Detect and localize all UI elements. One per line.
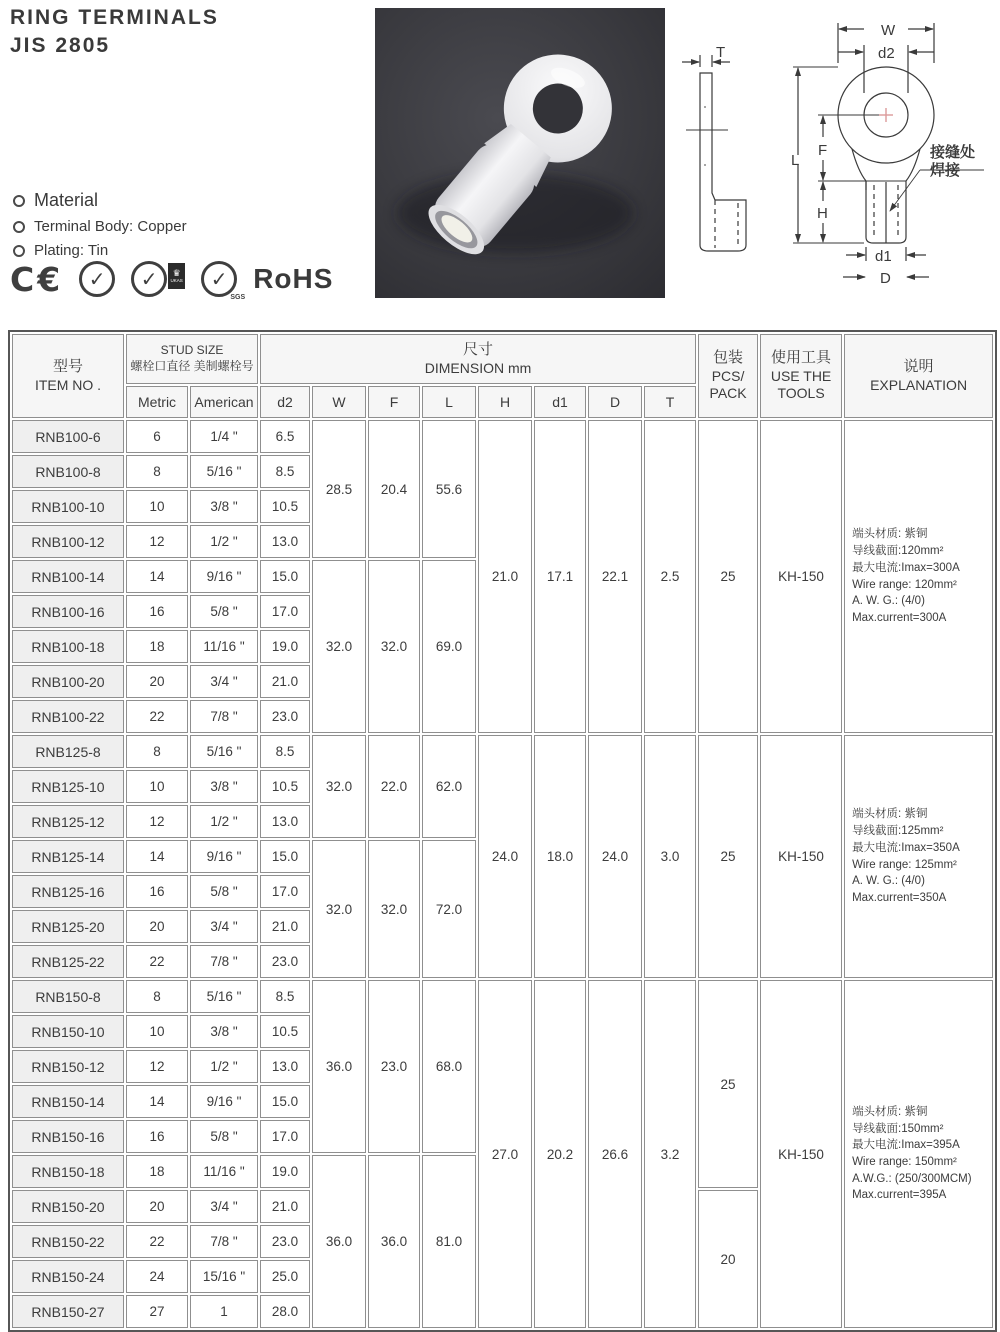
t-cell: 3.2 bbox=[644, 980, 696, 1328]
rohs-mark: RoHS bbox=[253, 263, 334, 294]
explanation-line: Max.current=395A bbox=[852, 1189, 947, 1202]
american-cell: 9/16 " bbox=[190, 840, 258, 873]
header-pack-zh: 包装 bbox=[713, 349, 744, 367]
d2-cell: 19.0 bbox=[260, 1155, 310, 1188]
iso-badge-icon: ✓ bbox=[131, 261, 167, 297]
d1-cell: 18.0 bbox=[534, 735, 586, 978]
dim-label-l: L bbox=[791, 152, 800, 169]
metric-cell: 14 bbox=[126, 840, 188, 873]
spec-table bbox=[10, 332, 995, 1330]
ukas-crown-icon: ♛ bbox=[172, 268, 181, 278]
bullet-icon bbox=[13, 221, 25, 233]
w-cell: 36.0 bbox=[312, 980, 366, 1153]
item-no-cell: RNB150-18 bbox=[12, 1155, 124, 1188]
d2-cell: 17.0 bbox=[260, 875, 310, 908]
f-cell: 36.0 bbox=[368, 1155, 420, 1328]
metric-cell: 24 bbox=[126, 1260, 188, 1293]
header-item-zh: 型号 bbox=[52, 357, 83, 375]
bullet-icon bbox=[13, 195, 25, 207]
t-cell: 2.5 bbox=[644, 420, 696, 733]
american-cell: 1 bbox=[190, 1295, 258, 1328]
header-pack-en1: PCS/ bbox=[711, 367, 745, 384]
metric-cell: 12 bbox=[126, 525, 188, 558]
w-cell: 28.5 bbox=[312, 420, 366, 558]
quality-badge-icon: ✓ bbox=[79, 261, 115, 297]
header-stud-zh: 螺栓口直径 美制螺栓号 bbox=[130, 359, 254, 373]
header-tools-en1: USE THE bbox=[770, 367, 832, 384]
ring-terminal-photo-graphic bbox=[375, 8, 665, 298]
american-cell: 3/4 " bbox=[190, 910, 258, 943]
header-stud-en: STUD SIZE bbox=[160, 343, 224, 358]
explanation-line: 端头材质: 紫铜 bbox=[852, 528, 928, 541]
d2-cell: 13.0 bbox=[260, 805, 310, 838]
explanation-line: 端头材质: 紫铜 bbox=[852, 808, 928, 821]
metric-cell: 20 bbox=[126, 1190, 188, 1223]
f-cell: 32.0 bbox=[368, 840, 420, 978]
h-cell: 24.0 bbox=[478, 735, 532, 978]
metric-cell: 14 bbox=[126, 560, 188, 593]
american-cell: 5/8 " bbox=[190, 1120, 258, 1153]
american-cell: 3/8 " bbox=[190, 490, 258, 523]
metric-cell: 6 bbox=[126, 420, 188, 453]
l-cell: 81.0 bbox=[422, 1155, 476, 1328]
header-tools bbox=[760, 334, 842, 418]
item-no-cell: RNB125-12 bbox=[12, 805, 124, 838]
l-cell: 62.0 bbox=[422, 735, 476, 838]
d2-cell: 15.0 bbox=[260, 840, 310, 873]
w-cell: 32.0 bbox=[312, 735, 366, 838]
tool-cell: KH-150 bbox=[760, 420, 842, 733]
sgs-label: SGS bbox=[230, 294, 246, 301]
l-cell: 72.0 bbox=[422, 840, 476, 978]
american-cell: 3/4 " bbox=[190, 665, 258, 698]
l-cell: 69.0 bbox=[422, 560, 476, 733]
h-cell: 21.0 bbox=[478, 420, 532, 733]
d2-cell: 17.0 bbox=[260, 595, 310, 628]
f-cell: 20.4 bbox=[368, 420, 420, 558]
explanation-cell bbox=[844, 420, 993, 733]
pack-cell: 25 bbox=[698, 735, 758, 978]
header-l: L bbox=[422, 386, 476, 418]
item-no-cell: RNB150-27 bbox=[12, 1295, 124, 1328]
pack-cell: 20 bbox=[698, 1190, 758, 1328]
d-cell: 22.1 bbox=[588, 420, 642, 733]
header-item-no bbox=[12, 334, 124, 418]
item-no-cell: RNB150-8 bbox=[12, 980, 124, 1013]
header-d1: d1 bbox=[534, 386, 586, 418]
metric-cell: 10 bbox=[126, 770, 188, 803]
item-no-cell: RNB150-16 bbox=[12, 1120, 124, 1153]
metric-cell: 22 bbox=[126, 700, 188, 733]
american-cell: 11/16 " bbox=[190, 630, 258, 663]
explanation-line: Wire range: 120mm² bbox=[852, 578, 957, 591]
weld-note-line1: 接缝处 bbox=[930, 144, 976, 161]
metric-cell: 10 bbox=[126, 490, 188, 523]
american-cell: 7/8 " bbox=[190, 1225, 258, 1258]
header-dimension-zh: 尺寸 bbox=[463, 340, 494, 358]
d2-cell: 8.5 bbox=[260, 455, 310, 488]
explanation-line: 导线截面:125mm² bbox=[852, 825, 944, 838]
explanation-line: Wire range: 125mm² bbox=[852, 858, 957, 871]
l-cell: 68.0 bbox=[422, 980, 476, 1153]
d2-cell: 19.0 bbox=[260, 630, 310, 663]
metric-cell: 22 bbox=[126, 1225, 188, 1258]
item-no-cell: RNB100-14 bbox=[12, 560, 124, 593]
metric-cell: 12 bbox=[126, 1050, 188, 1083]
material-list bbox=[13, 190, 187, 266]
header-f: F bbox=[368, 386, 420, 418]
metric-cell: 22 bbox=[126, 945, 188, 978]
item-no-cell: RNB100-16 bbox=[12, 595, 124, 628]
explanation-cell bbox=[844, 980, 993, 1328]
header-h: H bbox=[478, 386, 532, 418]
item-no-cell: RNB125-8 bbox=[12, 735, 124, 768]
d2-cell: 23.0 bbox=[260, 945, 310, 978]
dimension-diagram-graphic bbox=[668, 5, 998, 305]
item-no-cell: RNB125-22 bbox=[12, 945, 124, 978]
item-no-cell: RNB100-12 bbox=[12, 525, 124, 558]
metric-cell: 20 bbox=[126, 665, 188, 698]
bullet-icon bbox=[13, 245, 25, 257]
header-t: T bbox=[644, 386, 696, 418]
f-cell: 32.0 bbox=[368, 560, 420, 733]
explanation-line: Wire range: 150mm² bbox=[852, 1156, 957, 1168]
dim-label-h: H bbox=[817, 205, 828, 222]
item-no-cell: RNB100-22 bbox=[12, 700, 124, 733]
f-cell: 22.0 bbox=[368, 735, 420, 838]
d2-cell: 17.0 bbox=[260, 1120, 310, 1153]
explanation-line: 最大电流:Imax=350A bbox=[852, 841, 960, 854]
sgs-badge-icon bbox=[201, 261, 246, 301]
explanation-line: 导线截面:120mm² bbox=[852, 545, 944, 558]
dim-label-t: T bbox=[716, 44, 726, 61]
header-pack bbox=[698, 334, 758, 418]
metric-cell: 8 bbox=[126, 980, 188, 1013]
header-american: American bbox=[190, 386, 258, 418]
ukas-box-icon bbox=[168, 263, 185, 289]
header-d2: d2 bbox=[260, 386, 310, 418]
d2-cell: 21.0 bbox=[260, 1190, 310, 1223]
item-no-cell: RNB150-24 bbox=[12, 1260, 124, 1293]
explanation-line: 最大电流:Imax=395A bbox=[852, 1139, 960, 1152]
table-row bbox=[12, 735, 993, 768]
d2-cell: 21.0 bbox=[260, 665, 310, 698]
metric-cell: 12 bbox=[126, 805, 188, 838]
d2-cell: 28.0 bbox=[260, 1295, 310, 1328]
dimension-diagram bbox=[668, 5, 998, 305]
american-cell: 3/8 " bbox=[190, 770, 258, 803]
d2-cell: 8.5 bbox=[260, 735, 310, 768]
material-heading-label: Material bbox=[34, 190, 99, 210]
item-no-cell: RNB150-14 bbox=[12, 1085, 124, 1118]
item-no-cell: RNB100-18 bbox=[12, 630, 124, 663]
item-no-cell: RNB125-16 bbox=[12, 875, 124, 908]
dim-label-d1: d1 bbox=[875, 248, 892, 265]
d2-cell: 23.0 bbox=[260, 700, 310, 733]
d2-cell: 8.5 bbox=[260, 980, 310, 1013]
dim-label-w: W bbox=[881, 22, 896, 39]
item-no-cell: RNB150-22 bbox=[12, 1225, 124, 1258]
dim-label-f: F bbox=[818, 142, 828, 159]
item-no-cell: RNB100-8 bbox=[12, 455, 124, 488]
material-body-item bbox=[13, 218, 187, 235]
table-row bbox=[12, 980, 993, 1013]
d2-cell: 21.0 bbox=[260, 910, 310, 943]
explanation-line: 端头材质: 紫铜 bbox=[852, 1105, 928, 1118]
d2-cell: 10.5 bbox=[260, 1015, 310, 1048]
metric-cell: 16 bbox=[126, 1120, 188, 1153]
material-body-label: Terminal Body: Copper bbox=[34, 218, 187, 235]
header-tools-en2: TOOLS bbox=[777, 385, 825, 402]
header-dimension bbox=[260, 334, 696, 384]
american-cell: 3/8 " bbox=[190, 1015, 258, 1048]
item-no-cell: RNB125-20 bbox=[12, 910, 124, 943]
american-cell: 1/2 " bbox=[190, 1050, 258, 1083]
header-d: D bbox=[588, 386, 642, 418]
t-cell: 3.0 bbox=[644, 735, 696, 978]
american-cell: 1/2 " bbox=[190, 805, 258, 838]
tool-cell: KH-150 bbox=[760, 980, 842, 1328]
pack-cell: 25 bbox=[698, 420, 758, 733]
d2-cell: 15.0 bbox=[260, 560, 310, 593]
metric-cell: 8 bbox=[126, 735, 188, 768]
spec-table-wrap bbox=[8, 330, 997, 1332]
d2-cell: 13.0 bbox=[260, 1050, 310, 1083]
american-cell: 7/8 " bbox=[190, 945, 258, 978]
d2-cell: 25.0 bbox=[260, 1260, 310, 1293]
metric-cell: 18 bbox=[126, 1155, 188, 1188]
american-cell: 9/16 " bbox=[190, 1085, 258, 1118]
header-w: W bbox=[312, 386, 366, 418]
d1-cell: 17.1 bbox=[534, 420, 586, 733]
header-explanation bbox=[844, 334, 993, 418]
item-no-cell: RNB100-10 bbox=[12, 490, 124, 523]
american-cell: 15/16 " bbox=[190, 1260, 258, 1293]
certification-logos bbox=[10, 256, 333, 302]
explanation-line: Max.current=350A bbox=[852, 891, 947, 904]
explanation-line: A.W.G.: (250/300MCM) bbox=[852, 1172, 972, 1185]
header-pack-en2: PACK bbox=[709, 385, 747, 402]
metric-cell: 14 bbox=[126, 1085, 188, 1118]
d2-cell: 15.0 bbox=[260, 1085, 310, 1118]
d-cell: 26.6 bbox=[588, 980, 642, 1328]
item-no-cell: RNB125-14 bbox=[12, 840, 124, 873]
l-cell: 55.6 bbox=[422, 420, 476, 558]
item-no-cell: RNB150-20 bbox=[12, 1190, 124, 1223]
american-cell: 9/16 " bbox=[190, 560, 258, 593]
item-no-cell: RNB150-10 bbox=[12, 1015, 124, 1048]
metric-cell: 18 bbox=[126, 630, 188, 663]
american-cell: 5/16 " bbox=[190, 455, 258, 488]
item-no-cell: RNB150-12 bbox=[12, 1050, 124, 1083]
american-cell: 1/4 " bbox=[190, 420, 258, 453]
explanation-line: A. W. G.: (4/0) bbox=[852, 875, 925, 888]
d-cell: 24.0 bbox=[588, 735, 642, 978]
american-cell: 5/16 " bbox=[190, 980, 258, 1013]
table-row bbox=[12, 420, 993, 453]
explanation-line: 导线截面:150mm² bbox=[852, 1122, 944, 1135]
metric-cell: 8 bbox=[126, 455, 188, 488]
explanation-line: Max.current=300A bbox=[852, 611, 947, 624]
american-cell: 5/16 " bbox=[190, 735, 258, 768]
h-cell: 27.0 bbox=[478, 980, 532, 1328]
w-cell: 32.0 bbox=[312, 560, 366, 733]
header-metric: Metric bbox=[126, 386, 188, 418]
w-cell: 36.0 bbox=[312, 1155, 366, 1328]
metric-cell: 27 bbox=[126, 1295, 188, 1328]
header-explanation-zh: 说明 bbox=[903, 357, 934, 375]
spec-table-body bbox=[12, 420, 993, 1328]
american-cell: 5/8 " bbox=[190, 595, 258, 628]
ukas-label: UKAS bbox=[170, 278, 183, 283]
sgs-circle-icon: ✓ bbox=[201, 261, 237, 297]
american-cell: 3/4 " bbox=[190, 1190, 258, 1223]
product-photo bbox=[375, 8, 665, 298]
d2-cell: 10.5 bbox=[260, 770, 310, 803]
f-cell: 23.0 bbox=[368, 980, 420, 1153]
metric-cell: 10 bbox=[126, 1015, 188, 1048]
material-plating-label: Plating: Tin bbox=[34, 242, 109, 259]
tool-cell: KH-150 bbox=[760, 735, 842, 978]
item-no-cell: RNB100-6 bbox=[12, 420, 124, 453]
dim-label-d2: d2 bbox=[878, 45, 895, 62]
header-item-en: ITEM NO . bbox=[34, 376, 102, 393]
explanation-line: 最大电流:Imax=300A bbox=[852, 561, 960, 574]
american-cell: 11/16 " bbox=[190, 1155, 258, 1188]
material-heading bbox=[13, 190, 187, 211]
header-stud-size bbox=[126, 334, 258, 384]
header-tools-zh: 使用工具 bbox=[771, 349, 832, 367]
d2-cell: 6.5 bbox=[260, 420, 310, 453]
page-subtitle: JIS 2805 bbox=[10, 34, 111, 58]
d2-cell: 13.0 bbox=[260, 525, 310, 558]
d2-cell: 23.0 bbox=[260, 1225, 310, 1258]
metric-cell: 16 bbox=[126, 595, 188, 628]
american-cell: 7/8 " bbox=[190, 700, 258, 733]
header-dimension-en: DIMENSION mm bbox=[424, 359, 532, 376]
ce-mark-icon: C€ bbox=[10, 259, 64, 299]
d2-cell: 10.5 bbox=[260, 490, 310, 523]
header-explanation-en: EXPLANATION bbox=[870, 376, 968, 393]
page-title: RING TERMINALS bbox=[10, 6, 219, 29]
american-cell: 5/8 " bbox=[190, 875, 258, 908]
title-block bbox=[10, 4, 219, 61]
item-no-cell: RNB125-10 bbox=[12, 770, 124, 803]
item-no-cell: RNB100-20 bbox=[12, 665, 124, 698]
weld-note-line2: 焊接 bbox=[930, 162, 961, 179]
explanation-cell bbox=[844, 735, 993, 978]
dim-label-d: D bbox=[880, 270, 891, 287]
american-cell: 1/2 " bbox=[190, 525, 258, 558]
metric-cell: 16 bbox=[126, 875, 188, 908]
pack-cell: 25 bbox=[698, 980, 758, 1188]
d1-cell: 20.2 bbox=[534, 980, 586, 1328]
iso-ukas-badge-icon bbox=[131, 261, 185, 297]
w-cell: 32.0 bbox=[312, 840, 366, 978]
metric-cell: 20 bbox=[126, 910, 188, 943]
explanation-line: A. W. G.: (4/0) bbox=[852, 595, 925, 608]
